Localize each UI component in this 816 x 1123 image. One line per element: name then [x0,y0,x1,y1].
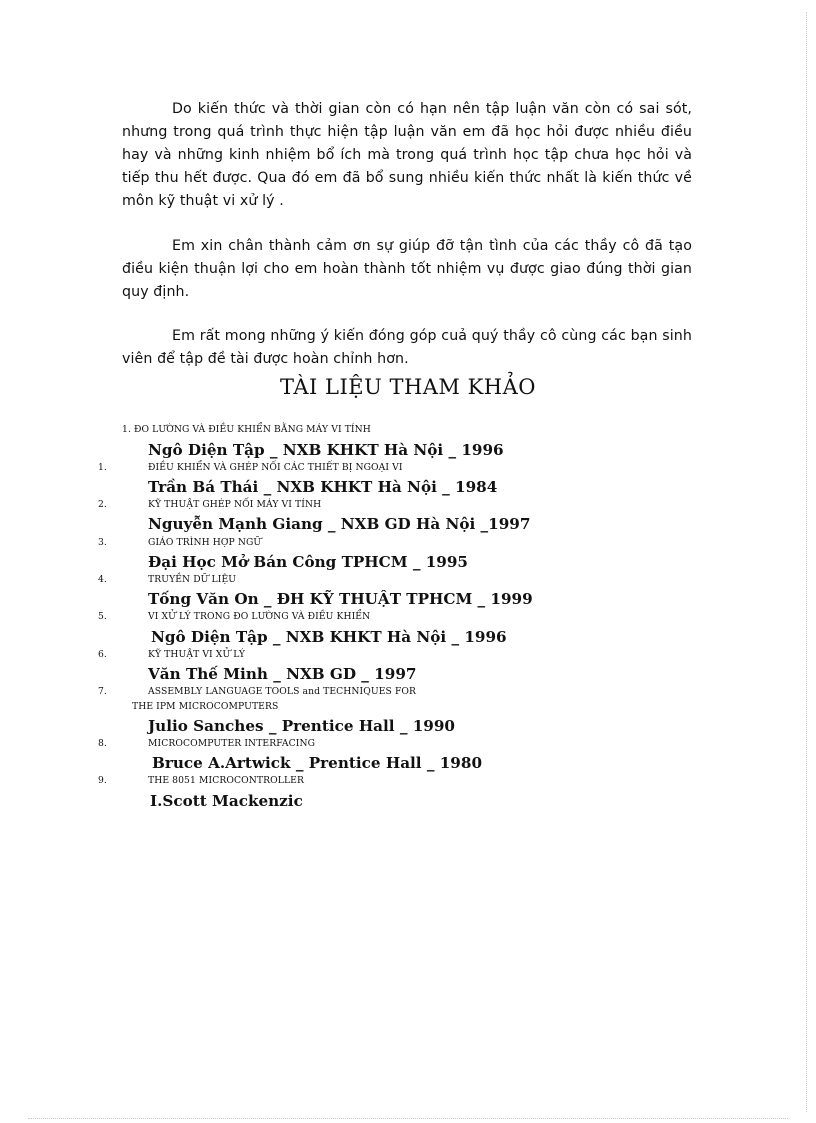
page-edge-bottom [28,1118,788,1119]
reference-number: 9. [98,775,107,786]
reference-number: 7. [98,686,107,697]
reference-author: Trần Bá Thái _ NXB KHKT Hà Nội _ 1984 [148,478,498,496]
reference-number: 1. [98,462,107,473]
closing-paragraph-1: Do kiến thức và thời gian còn có hạn nên tập luận văn còn có sai sót, nhưng trong quá trình thực hiện tập luận văn em đã học hỏi được nhiều điều hay và những kinh nhiệm bổ ích mà trong quá trình học tập chưa học hỏi và tiếp thu hết được. Qua đó em đã bổ sung nhiều kiến thức nhất là kiến thức về môn kỹ thuật vi xử lý . [122,101,692,209]
reference-topic: 1. ĐO LƯỜNG VÀ ĐIỀU KHIỂN BẰNG MÁY VI TÍNH [122,424,371,435]
closing-paragraph-2: Em xin chân thành cảm ơn sự giúp đỡ tận tình của các thầy cô đã tạo điều kiện thuận lợi cho em hoàn thành tốt nhiệm vụ được giao đúng thời gian quy định. [122,238,692,300]
reference-topic: KỸ THUẬT GHÉP NỐI MÁY VI TÍNH [148,499,322,510]
reference-author: Ngô Diện Tập _ NXB KHKT Hà Nội _ 1996 [148,441,504,459]
reference-author: Bruce A.Artwick _ Prentice Hall _ 1980 [152,754,483,772]
reference-topic: ASSEMBLY LANGUAGE TOOLS and TECHNIQUES FOR [148,686,417,697]
page-edge-right [806,12,807,1112]
reference-topic-continued: THE IPM MICROCOMPUTERS [132,701,279,712]
reference-number: 6. [98,649,107,660]
reference-number: 2. [98,499,107,510]
closing-paragraph-3: Em rất mong những ý kiến đóng góp cuả quý thầy cô cùng các bạn sinh viên để tập đề tài được hoàn chỉnh hơn. [122,328,692,367]
reference-topic: MICROCOMPUTER INTERFACING [148,738,316,749]
reference-number: 8. [98,738,107,749]
reference-topic: VI XỬ LÝ TRONG ĐO LƯỜNG VÀ ĐIỀU KHIỂN [148,611,371,622]
reference-author: Tống Văn On _ ĐH KỸ THUẬT TPHCM _ 1999 [148,590,533,608]
reference-author: Ngô Diện Tập _ NXB KHKT Hà Nội _ 1996 [151,628,507,646]
references-title: TÀI LIỆU THAM KHẢO [280,375,536,399]
reference-author: I.Scott Mackenzic [150,792,303,810]
reference-number: 5. [98,611,107,622]
reference-topic: KỸ THUẬT VI XỬ LÝ [148,649,246,660]
reference-author: Đại Học Mở Bán Công TPHCM _ 1995 [148,553,468,571]
reference-number: 4. [98,574,107,585]
reference-author: Nguyễn Mạnh Giang _ NXB GD Hà Nội _1997 [148,515,531,533]
reference-topic: THE 8051 MICROCONTROLLER [148,775,304,786]
reference-topic: TRUYỀN DỮ LIỆU [148,574,237,585]
reference-author: Julio Sanches _ Prentice Hall _ 1990 [148,717,455,735]
reference-author: Văn Thế Minh _ NXB GD _ 1997 [148,665,417,683]
reference-number: 3. [98,537,107,548]
reference-topic: ĐIỀU KHIỂN VÀ GHÉP NỐI CÁC THIẾT BỊ NGOẠI VI [148,462,403,473]
reference-topic: GIÁO TRÌNH HỢP NGỮ [148,537,262,548]
